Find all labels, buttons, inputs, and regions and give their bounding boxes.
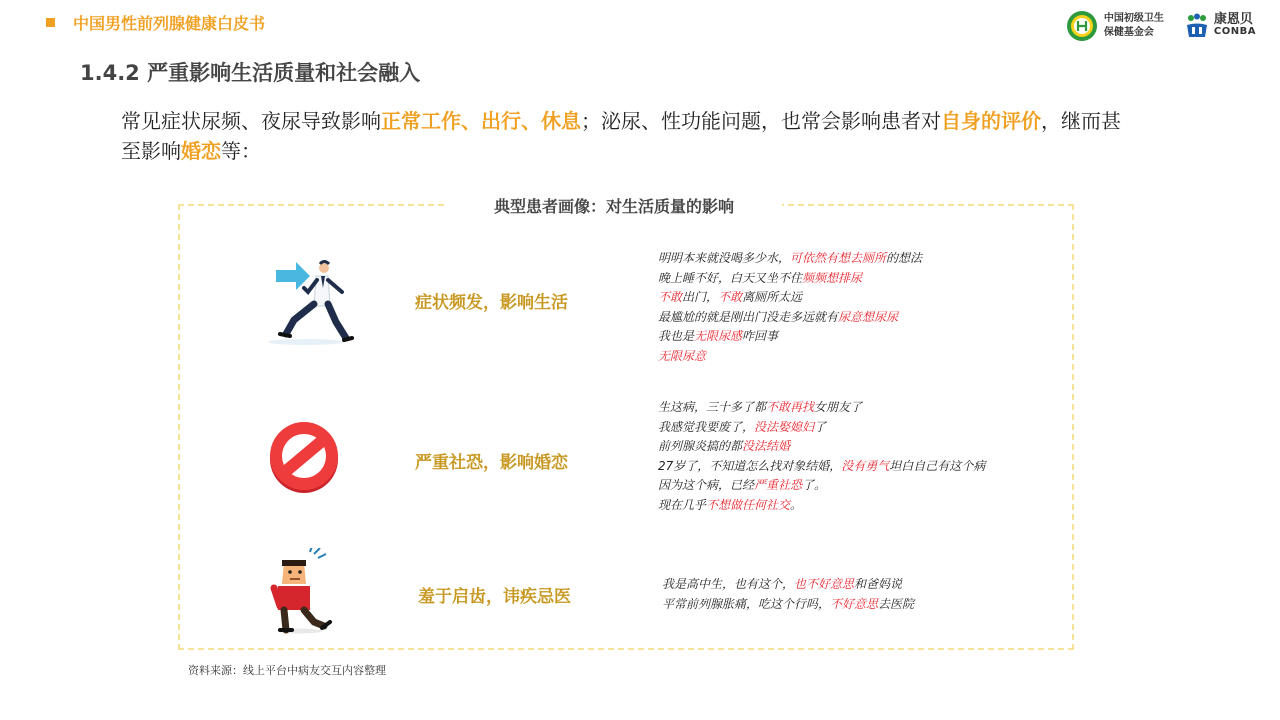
quote-line: [658, 288, 922, 308]
quote-highlight: 没法结婚: [742, 439, 791, 453]
quote-list-1: [658, 249, 922, 366]
conba-emblem-icon: [1184, 13, 1210, 39]
quote-text: 明明本来就没喝多少水，: [658, 251, 791, 265]
quote-highlight: 无限尿意: [658, 348, 707, 363]
intro-paragraph: [121, 106, 1131, 166]
quote-text: 了: [814, 419, 827, 434]
quote-line: [658, 496, 985, 516]
quote-text: 我感觉我要废了，: [658, 419, 755, 434]
quote-highlight: 不好意思: [830, 596, 879, 611]
intro-text-4: 等：: [221, 139, 261, 163]
report-title-text: 中国男性前列腺健康白皮书: [73, 14, 266, 33]
quote-text: 坦白自己有这个病: [889, 458, 986, 473]
quote-line: [658, 476, 985, 496]
quote-line: [662, 595, 914, 615]
prohibited-sign-icon: [266, 419, 342, 499]
quote-text: 离厕所太远: [742, 290, 803, 304]
quote-text: 我是高中生，也有这个，: [662, 577, 795, 591]
quote-text: 我也是: [658, 329, 695, 343]
report-title: [46, 11, 265, 34]
quote-text: 去医院: [878, 596, 915, 611]
quote-text: 和爸妈说: [854, 577, 903, 591]
intro-text-2: ；泌尿、性功能问题，也常会影响患者对: [581, 109, 941, 133]
quote-text: 晚上睡不好，白天又坐不住: [658, 270, 803, 285]
quote-line: [658, 249, 922, 269]
embarrassed-man-icon: [270, 548, 340, 638]
quote-highlight: 不敢: [658, 290, 683, 304]
quote-line: [658, 437, 985, 457]
category-label-2: 严重社恐，影响婚恋: [415, 453, 568, 473]
quote-line: [658, 418, 985, 438]
intro-highlight-3: 婚恋: [181, 139, 221, 163]
category-label-1: 症状频发，影响生活: [415, 293, 568, 313]
quote-text: 27岁了，不知道怎么找对象结婚，: [658, 458, 842, 473]
quote-text: 的想法: [886, 251, 923, 265]
section-title: 1.4.2 严重影响生活质量和社会融入: [80, 61, 421, 85]
quote-text: 平常前列腺胀痛，吃这个行吗，: [662, 596, 831, 611]
quote-highlight: 没法娶媳妇: [754, 419, 815, 434]
quote-text: 咋回事: [742, 329, 779, 343]
quote-line: [658, 327, 922, 347]
quote-highlight: 也不好意思: [794, 577, 855, 591]
quote-line: [662, 575, 914, 595]
quote-line: [658, 457, 985, 477]
conba-name-en: CONBA: [1213, 26, 1256, 37]
quote-line: [658, 308, 922, 328]
quote-text: 因为这个病，已经: [658, 478, 755, 492]
quote-text: 最尴尬的就是刚出门没走多远就有: [658, 309, 839, 324]
conba-name-cn: 康恩贝: [1213, 12, 1253, 27]
foundation-name-line2: 保健基金会: [1103, 27, 1154, 38]
quote-line: [658, 269, 922, 289]
quote-text: 女朋友了: [814, 400, 863, 414]
foundation-emblem-icon: [1066, 10, 1098, 42]
quote-highlight: 频频想排尿: [802, 270, 863, 285]
quote-text: 。: [790, 497, 803, 512]
quote-line: [658, 347, 922, 367]
foundation-name-line1: 中国初级卫生: [1103, 13, 1164, 24]
intro-highlight-1: 正常工作、出行、休息: [381, 109, 581, 133]
intro-text-1: 常见症状尿频、夜尿导致影响: [121, 109, 381, 133]
quote-text: 生这病，三十多了都: [658, 400, 767, 414]
quote-list-3: [662, 575, 914, 614]
source-note: 资料来源：线上平台中病友交互内容整理: [188, 664, 386, 677]
foundation-logo: [1066, 10, 1164, 42]
quote-line: [658, 398, 985, 418]
quote-list-2: [658, 398, 985, 515]
quote-text: 现在几乎: [658, 497, 707, 512]
intro-text-3: ，继而甚至影响: [121, 109, 1121, 163]
quote-highlight: 不敢再找: [766, 400, 815, 414]
bullet-square-icon: [46, 18, 55, 27]
quote-highlight: 严重社恐: [754, 478, 803, 492]
intro-highlight-2: 自身的评价: [941, 109, 1041, 133]
conba-logo: [1184, 13, 1256, 39]
quote-text: 出门，: [682, 290, 719, 304]
quote-text: 了。: [802, 478, 827, 492]
quote-highlight: 不敢: [718, 290, 743, 304]
quote-highlight: 不想做任何社交: [706, 497, 791, 512]
category-label-3: 羞于启齿，讳疾忌医: [418, 587, 571, 607]
quote-highlight: 没有勇气: [841, 458, 890, 473]
quote-highlight: 无限尿感: [694, 329, 743, 343]
panel-title: 典型患者画像：对生活质量的影响: [446, 194, 782, 217]
quote-highlight: 可依然有想去厕所: [790, 251, 887, 265]
header-logos: [1066, 10, 1256, 42]
quote-text: 前列腺炎搞的都: [658, 439, 743, 453]
running-man-icon: [258, 258, 358, 352]
quote-highlight: 尿意想尿尿: [838, 309, 899, 324]
